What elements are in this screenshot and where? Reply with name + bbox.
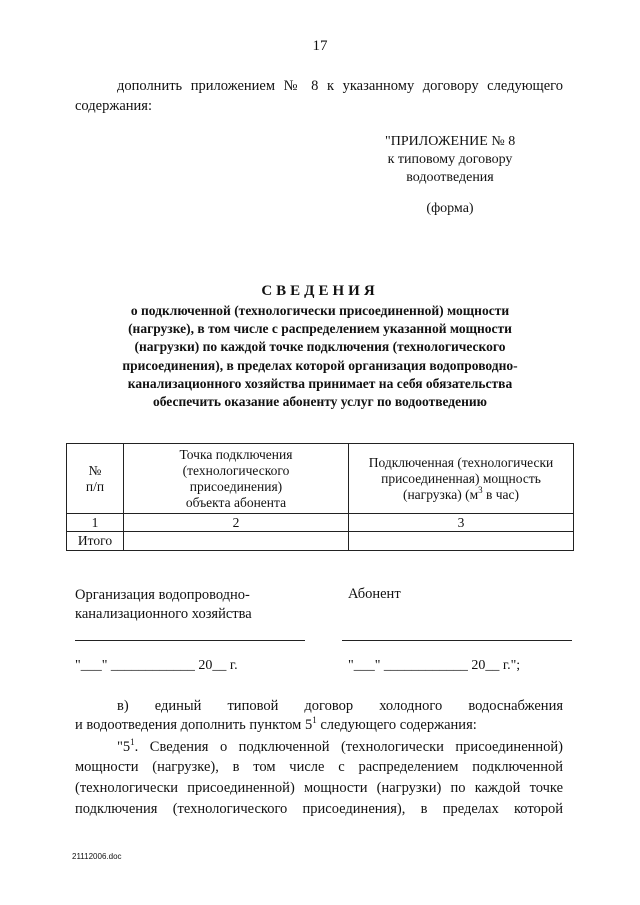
paragraph-v-line-2 <box>75 716 477 734</box>
appendix-line-3: водоотведения <box>406 170 494 185</box>
header-text-line: Точка подключения <box>179 446 293 462</box>
document-title: СВЕДЕНИЯ <box>261 283 379 299</box>
signature-line-left <box>75 640 305 641</box>
header-cell-number <box>67 444 124 514</box>
text-span: следующего содержания: <box>316 717 477 733</box>
text-span: "5 <box>117 739 131 755</box>
form-label: (форма) <box>426 201 474 216</box>
header-unit-text: в час) <box>482 486 520 502</box>
table-header-row <box>67 444 574 514</box>
header-text-line: объекта абонента <box>185 494 287 510</box>
header-text-line: (технологического <box>182 462 290 478</box>
header-unit-text: (нагрузка) (м <box>402 486 479 502</box>
subtitle-line: канализационного хозяйства принимает на себя обязательства <box>127 375 513 391</box>
subtitle-line: (нагрузке), в том числе с распределением указанной мощности <box>128 321 512 337</box>
intro-line-1: дополнить приложением № 8 к указанному договору следующего <box>117 78 563 94</box>
subtitle-line: о подключенной (технологически присоединенной) мощности <box>130 303 510 318</box>
header-cell-capacity <box>349 444 574 514</box>
text-span: . Сведения о подключенной (технологически присоединенной) <box>134 739 563 755</box>
header-text-line: присоединения) <box>189 478 283 494</box>
numbering-cell: 2 <box>124 514 349 532</box>
org-label-line: Организация водопроводно- <box>75 587 250 603</box>
signature-subscriber-label: Абонент <box>348 586 401 602</box>
text-span: и водоотведения дополнить пунктом 5 <box>75 717 313 733</box>
superscript: 1 <box>312 715 317 725</box>
paragraph-5-1-line-1 <box>117 738 563 756</box>
signature-line-right <box>342 640 572 641</box>
total-cell-empty <box>124 532 349 551</box>
appendix-header <box>360 133 540 187</box>
appendix-title: "ПРИЛОЖЕНИЕ № 8 <box>385 134 516 149</box>
numbering-cell: 1 <box>67 514 124 532</box>
appendix-line-2: к типовому договору <box>387 152 513 167</box>
document-subtitle <box>80 302 560 411</box>
header-number-abbr: п/п <box>85 478 105 494</box>
header-text-line: присоединенная) мощность <box>381 470 541 486</box>
intro-line-2: содержания: <box>75 98 153 114</box>
capacity-table <box>66 443 574 551</box>
signature-org-label <box>75 586 252 624</box>
table-total-row <box>67 532 574 551</box>
subtitle-line: присоединения), в пределах которой организация водопроводно- <box>122 357 518 373</box>
footer-filename: 21112006.doc <box>72 852 122 861</box>
subtitle-line: (нагрузки) по каждой точке подключения (технологического <box>134 339 506 355</box>
org-label-line: канализационного хозяйства <box>75 606 252 622</box>
paragraph-5-1-line: подключения (технологического присоединения), в пределах которой <box>75 801 563 817</box>
numbering-cell: 3 <box>349 514 574 532</box>
total-cell-empty <box>349 532 574 551</box>
paragraph-v-line-1: в) единый типовой договор холодного водоснабжения <box>117 698 563 714</box>
table-numbering-row <box>67 514 574 532</box>
page-number: 17 <box>312 38 328 54</box>
paragraph-5-1-line: (технологически присоединенной) мощности (нагрузки) по каждой точке <box>75 780 563 796</box>
total-label-cell: Итого <box>67 532 124 551</box>
superscript: 1 <box>130 737 135 747</box>
superscript: 3 <box>478 484 483 495</box>
subtitle-line: обеспечить оказание абоненту услуг по водоотведению <box>152 394 487 410</box>
date-right: "___" ____________ 20__ г."; <box>348 658 521 673</box>
header-cell-connection-point <box>124 444 349 514</box>
date-left: "___" ____________ 20__ г. <box>75 658 238 673</box>
paragraph-5-1-line: мощности (нагрузке), в том числе с распределением подключенной <box>75 759 563 775</box>
header-text-line: Подключенная (технологически <box>368 454 554 470</box>
header-text-line <box>349 484 573 503</box>
header-number-symbol: № <box>88 462 102 478</box>
